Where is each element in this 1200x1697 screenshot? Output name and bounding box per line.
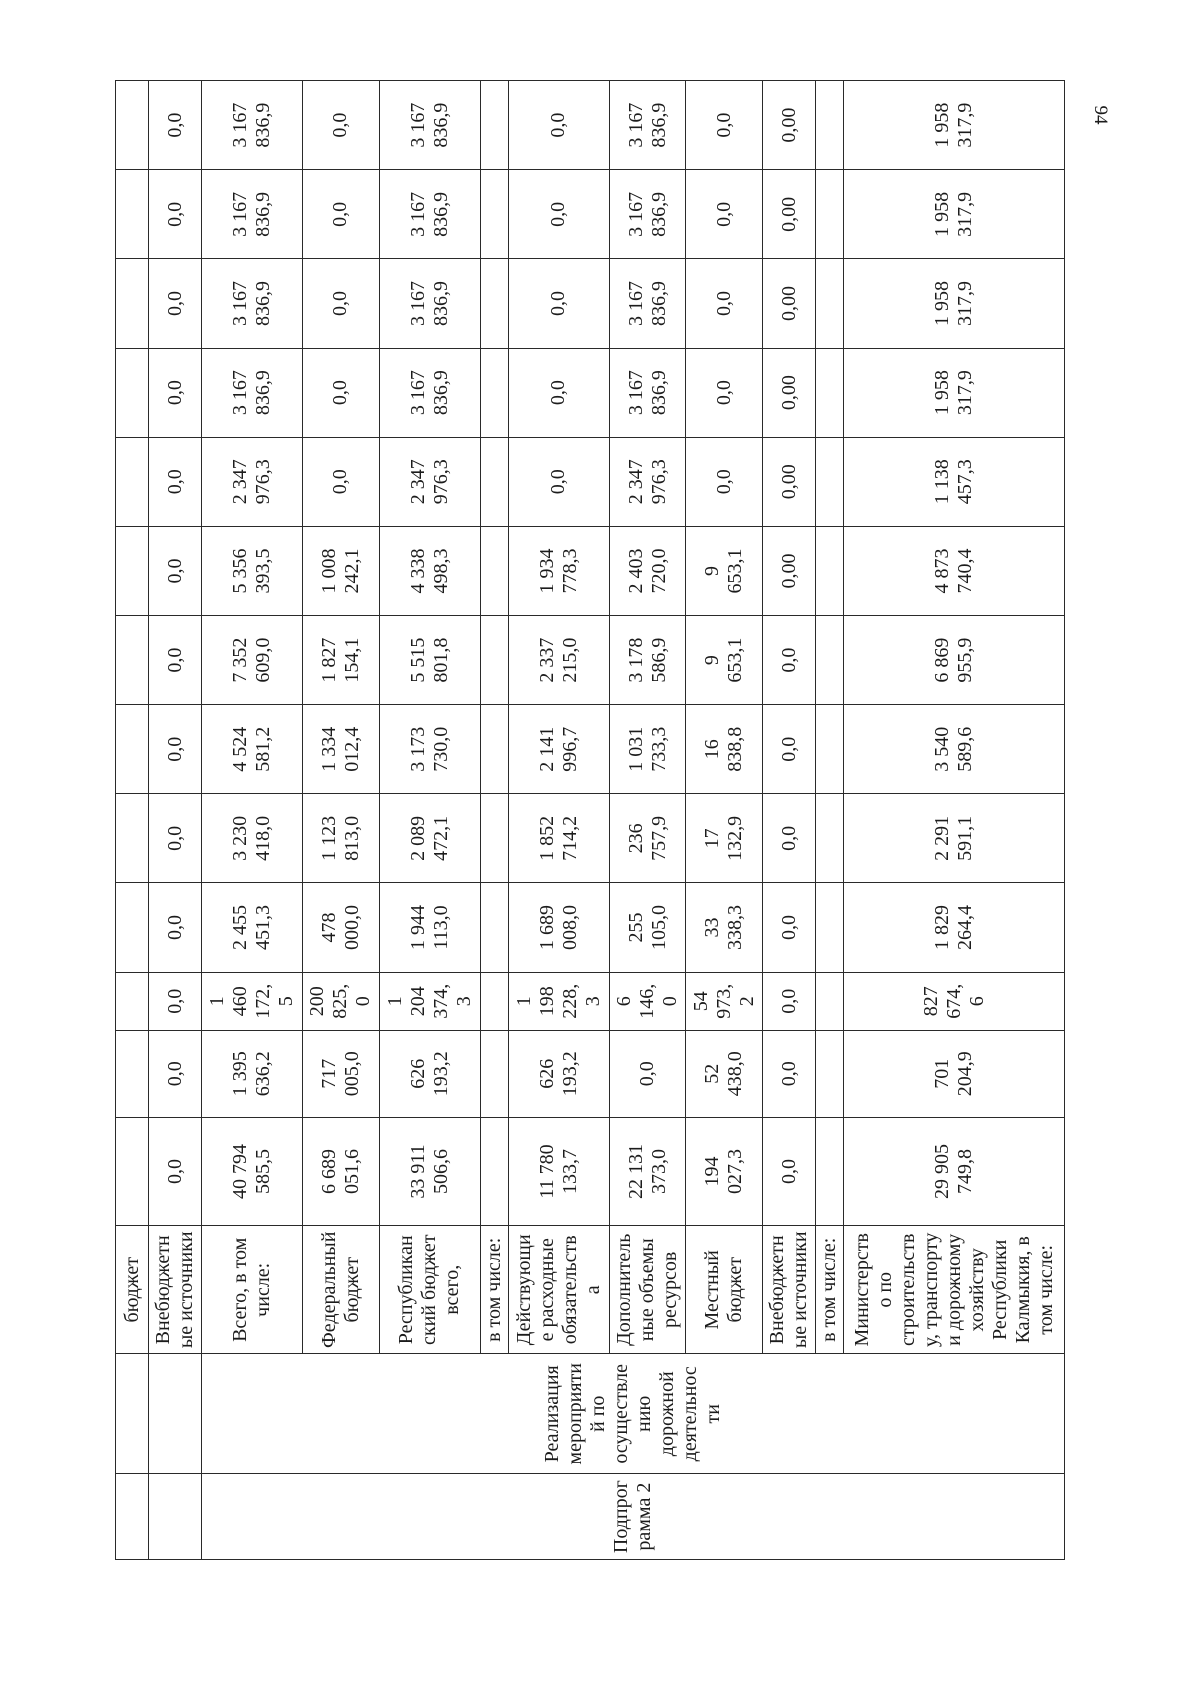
value-cell: 1 852 714,2 [508,794,609,883]
value-cell: 3 230 418,0 [202,794,303,883]
rotated-table-container [115,80,1065,1560]
value-cell: 1 689 008,0 [508,883,609,972]
value-cell: 4 524 581,2 [202,705,303,794]
value-cell: 0,0 [149,259,202,348]
value-cell: 1 958 317,9 [844,348,1065,437]
value-cell: 0,0 [302,170,379,259]
value-cell: 0,0 [763,616,816,705]
value-cell: 3 167 836,9 [202,170,303,259]
header-cell [116,348,149,437]
activity-cell: Реализация мероприяти й по осуществле нию дорожной деятельнос ти [202,1354,1065,1474]
value-cell [816,972,844,1030]
header-cell [116,259,149,348]
value-cell: 701 204,9 [844,1030,1065,1117]
value-cell: 0,0 [302,259,379,348]
value-cell: 200 825, 0 [302,972,379,1030]
row-label: Республикан ский бюджет всего, [379,1226,480,1354]
header-cell [116,526,149,615]
value-cell: 3 173 730,0 [379,705,480,794]
value-cell: 40 794 585,5 [202,1117,303,1226]
value-cell: 3 540 589,6 [844,705,1065,794]
value-cell: 0,0 [508,437,609,526]
subprogram-cell: Подпрог рамма 2 [202,1474,1065,1560]
header-cell [116,1030,149,1117]
header-cell [116,972,149,1030]
value-cell: 9 653,1 [686,616,763,705]
table-row [149,81,202,1560]
value-cell: 1 958 317,9 [844,259,1065,348]
value-cell [480,1030,508,1117]
value-cell: 1 395 636,2 [202,1030,303,1117]
row-label: Внебюджетн ые источники [763,1226,816,1354]
table-row [508,81,609,1560]
value-cell: 0,0 [686,437,763,526]
header-cell [116,1117,149,1226]
value-cell: 2 455 451,3 [202,883,303,972]
value-cell: 0,0 [302,81,379,170]
value-cell: 0,0 [302,348,379,437]
value-cell: 0,0 [763,972,816,1030]
value-cell [480,348,508,437]
value-cell: 0,0 [149,1117,202,1226]
value-cell: 2 291 591,1 [844,794,1065,883]
value-cell: 0,0 [763,1030,816,1117]
value-cell: 0,0 [686,170,763,259]
row-label: Местный бюджет [686,1226,763,1354]
value-cell: 1 958 317,9 [844,170,1065,259]
value-cell: 3 167 836,9 [379,81,480,170]
header-cell [116,170,149,259]
value-cell [480,705,508,794]
value-cell: 0,0 [508,259,609,348]
table-row [379,81,480,1560]
row-label: в том числе: [816,1226,844,1354]
value-cell: 0,0 [149,170,202,259]
value-cell: 0,00 [763,348,816,437]
value-cell: 3 167 836,9 [202,81,303,170]
value-cell: 3 167 836,9 [609,348,686,437]
value-cell: 3 178 586,9 [609,616,686,705]
value-cell: 2 347 976,3 [379,437,480,526]
header-cell [116,1354,149,1474]
header-cell [116,616,149,705]
value-cell: 0,00 [763,526,816,615]
value-cell: 0,0 [763,883,816,972]
value-cell: 0,0 [686,348,763,437]
value-cell: 3 167 836,9 [379,259,480,348]
value-cell: 0,0 [149,705,202,794]
value-cell: 0,0 [149,526,202,615]
value-cell: 0,0 [149,348,202,437]
value-cell: 11 780 133,7 [508,1117,609,1226]
value-cell: 2 141 996,7 [508,705,609,794]
value-cell: 2 403 720,0 [609,526,686,615]
value-cell: 0,0 [302,437,379,526]
row-label: Внебюджетн ые источники [149,1226,202,1354]
value-cell [480,794,508,883]
value-cell: 0,0 [763,794,816,883]
table-row [302,81,379,1560]
value-cell: 1 827 154,1 [302,616,379,705]
value-cell: 236 757,9 [609,794,686,883]
row-label: Министерств о по строительств у, транспорту и дорожному хозяйству Республики Калмыкия, в том числе: [844,1226,1065,1354]
value-cell [480,259,508,348]
value-cell: 16 838,8 [686,705,763,794]
value-cell: 22 131 373,0 [609,1117,686,1226]
value-cell: 2 347 976,3 [609,437,686,526]
value-cell: 3 167 836,9 [609,259,686,348]
table-row [202,81,303,1560]
value-cell [816,883,844,972]
value-cell: 7 352 609,0 [202,616,303,705]
value-cell: 5 515 801,8 [379,616,480,705]
value-cell: 33 338,3 [686,883,763,972]
header-cell: бюджет [116,1226,149,1354]
group-cell [149,1354,202,1474]
value-cell: 478 000,0 [302,883,379,972]
value-cell: 0,00 [763,259,816,348]
header-row [116,81,149,1560]
value-cell: 5 356 393,5 [202,526,303,615]
value-cell: 29 905 749,8 [844,1117,1065,1226]
header-cell [116,1474,149,1560]
value-cell [816,1117,844,1226]
value-cell: 0,0 [149,794,202,883]
value-cell: 4 338 498,3 [379,526,480,615]
value-cell [480,170,508,259]
value-cell: 0,0 [149,81,202,170]
value-cell [816,794,844,883]
value-cell [480,526,508,615]
value-cell: 626 193,2 [508,1030,609,1117]
value-cell: 0,00 [763,437,816,526]
value-cell: 827 674, 6 [844,972,1065,1030]
header-cell [116,437,149,526]
value-cell [816,705,844,794]
value-cell: 17 132,9 [686,794,763,883]
value-cell: 1 123 813,0 [302,794,379,883]
value-cell: 4 873 740,4 [844,526,1065,615]
value-cell: 0,00 [763,170,816,259]
table-row [609,81,686,1560]
value-cell: 0,0 [149,1030,202,1117]
value-cell [816,526,844,615]
value-cell: 2 089 472,1 [379,794,480,883]
value-cell: 0,0 [686,259,763,348]
value-cell: 1 198 228, 3 [508,972,609,1030]
value-cell: 1 958 317,9 [844,81,1065,170]
table-row [844,81,1065,1560]
value-cell: 0,0 [609,1030,686,1117]
row-label: Действующи е расходные обязательств а [508,1226,609,1354]
table-row [480,81,508,1560]
value-cell: 1 138 457,3 [844,437,1065,526]
value-cell: 1 460 172, 5 [202,972,303,1030]
value-cell: 3 167 836,9 [202,259,303,348]
value-cell: 3 167 836,9 [609,81,686,170]
row-label: Федеральный бюджет [302,1226,379,1354]
row-label: в том числе: [480,1226,508,1354]
value-cell: 0,0 [763,705,816,794]
value-cell: 6 689 051,6 [302,1117,379,1226]
header-cell [116,794,149,883]
value-cell: 0,0 [508,348,609,437]
value-cell [816,437,844,526]
row-label: Всего, в том числе: [202,1226,303,1354]
value-cell: 3 167 836,9 [202,348,303,437]
value-cell: 0,0 [149,883,202,972]
value-cell [480,883,508,972]
header-cell [116,705,149,794]
row-label: Дополнитель ные объемы ресурсов [609,1226,686,1354]
value-cell: 717 005,0 [302,1030,379,1117]
value-cell [816,616,844,705]
value-cell [816,1030,844,1117]
value-cell: 194 027,3 [686,1117,763,1226]
value-cell: 0,0 [763,1117,816,1226]
value-cell: 1 031 733,3 [609,705,686,794]
value-cell: 1 334 012,4 [302,705,379,794]
value-cell: 0,0 [149,616,202,705]
value-cell: 0,0 [508,81,609,170]
value-cell: 54 973, 2 [686,972,763,1030]
value-cell: 0,0 [149,437,202,526]
value-cell [816,170,844,259]
value-cell: 0,00 [763,81,816,170]
table-row [686,81,763,1560]
value-cell [480,616,508,705]
value-cell [480,1117,508,1226]
value-cell: 9 653,1 [686,526,763,615]
value-cell: 255 105,0 [609,883,686,972]
value-cell [816,81,844,170]
value-cell: 52 438,0 [686,1030,763,1117]
value-cell [480,972,508,1030]
group-cell [149,1474,202,1560]
value-cell [816,348,844,437]
page-number: 94 [1090,105,1111,125]
table-row [763,81,816,1560]
value-cell [480,81,508,170]
value-cell: 626 193,2 [379,1030,480,1117]
value-cell: 1 944 113,0 [379,883,480,972]
header-cell [116,81,149,170]
value-cell: 1 008 242,1 [302,526,379,615]
value-cell: 0,0 [149,972,202,1030]
value-cell [816,259,844,348]
value-cell: 2 347 976,3 [202,437,303,526]
value-cell: 3 167 836,9 [379,348,480,437]
budget-table [115,80,1065,1560]
value-cell: 1 829 264,4 [844,883,1065,972]
value-cell: 3 167 836,9 [379,170,480,259]
value-cell [480,437,508,526]
value-cell: 0,0 [686,81,763,170]
value-cell: 0,0 [508,170,609,259]
value-cell: 2 337 215,0 [508,616,609,705]
table-row [816,81,844,1560]
value-cell: 3 167 836,9 [609,170,686,259]
value-cell: 1 204 374, 3 [379,972,480,1030]
value-cell: 33 911 506,6 [379,1117,480,1226]
value-cell: 1 934 778,3 [508,526,609,615]
value-cell: 6 869 955,9 [844,616,1065,705]
header-cell [116,883,149,972]
value-cell: 6 146, 0 [609,972,686,1030]
